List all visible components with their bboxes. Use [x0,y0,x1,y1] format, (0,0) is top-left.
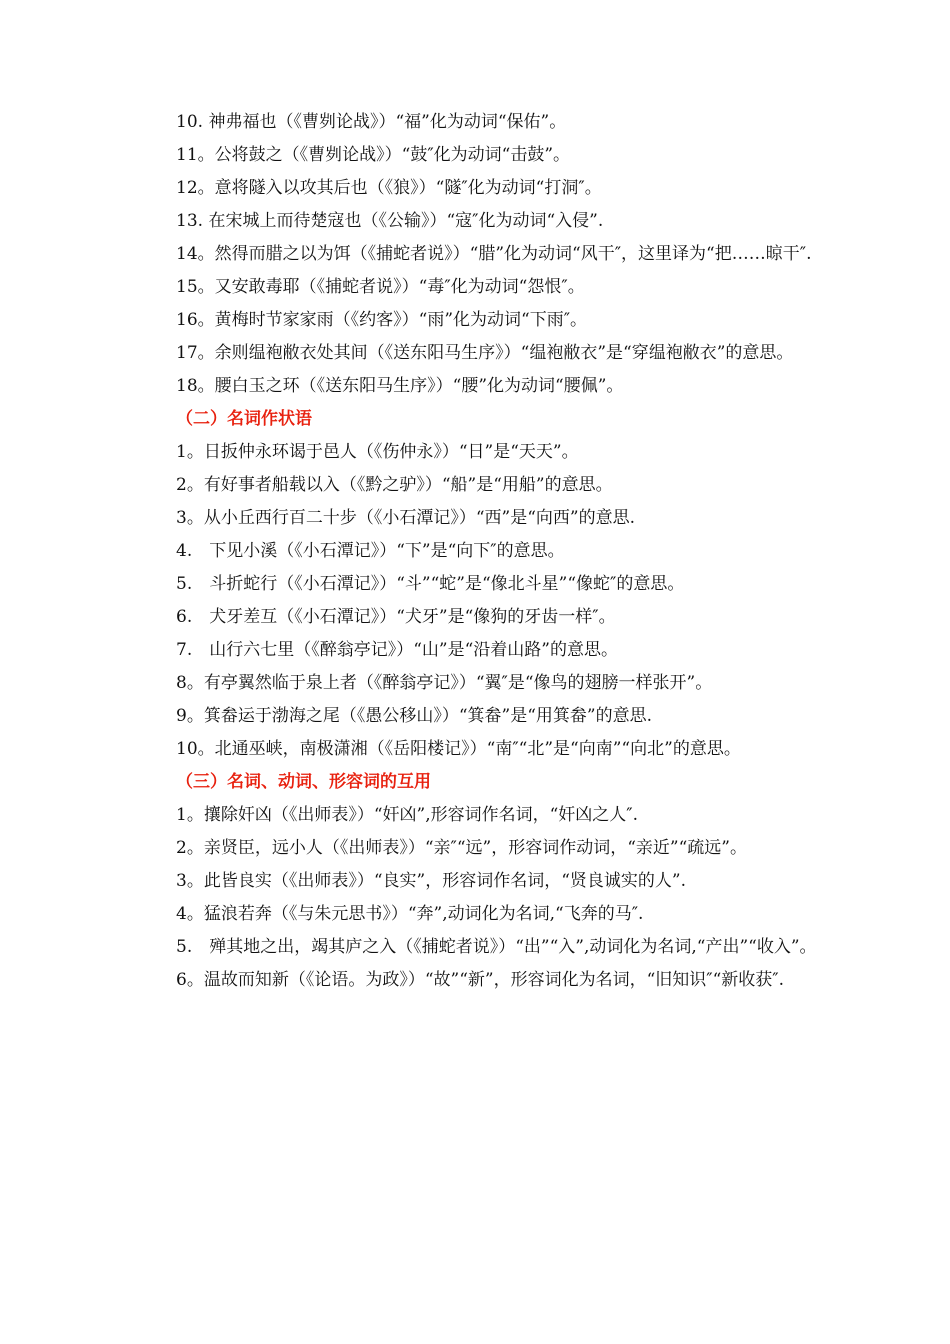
paragraph: 6. 犬牙差互（《小石潭记》）“犬牙”是“像狗的牙齿一样″。 [176,607,616,627]
paragraph: 8。有亭翼然临于泉上者（《醉翁亭记》）“翼″是“像鸟的翅膀一样张开”。 [176,673,713,693]
paragraph: 11。公将鼓之（《曹刿论战》）“鼓″化为动词“击鼓”。 [176,145,571,165]
paragraph: 3。从小丘西行百二十步（《小石潭记》）“西”是“向西”的意思. [176,508,635,528]
paragraph: 3。此皆良实（《出师表》）“良实”，形容词作名词，“贤良诚实的人”. [176,871,686,891]
document-page [140,108,820,999]
paragraph: 2。有好事者船载以入（《黔之驴》）“船”是“用船”的意思。 [176,475,613,495]
paragraph: 2。亲贤臣，远小人（《出师表》）“亲″“远”，形容词作动词，“亲近”“疏远”。 [176,838,748,858]
paragraph: 13. 在宋城上而待楚寇也（《公输》）“寇″化为动词“入侵”. [176,211,604,231]
paragraph: 14。然得而腊之以为饵（《捕蛇者说》）“腊”化为动词“风干″，这里译为“把……晾干″. [176,244,812,264]
paragraph: 4。猛浪若奔（《与朱元思书》）“奔”,动词化为名词,“飞奔的马″. [176,904,644,924]
paragraph: 1。攘除奸凶（《出师表》）“奸凶”,形容词作名词，“奸凶之人″. [176,805,639,825]
paragraph: 10。北通巫峡，南极潇湘（《岳阳楼记》）“南″“北”是“向南”“向北”的意思。 [176,739,741,759]
section-heading: （三）名词、动词、形容词的互用 [176,772,431,792]
paragraph: 6。温故而知新（《论语。为政》）“故”“新”，形容词化为名词，“旧知识″“新收获″. [176,970,785,990]
paragraph: 4. 下见小溪（《小石潭记》）“下”是“向下″的意思。 [176,541,565,561]
paragraph: 17。余则缊袍敝衣处其间（《送东阳马生序》）“缊袍敝衣”是“穿缊袍敝衣”的意思。 [176,343,794,363]
paragraph: 5. 殚其地之出，竭其庐之入（《捕蛇者说》）“出”“入”,动词化为名词,“产出”“收入”。 [176,937,817,957]
paragraph: 5. 斗折蛇行（《小石潭记》）“斗”“蛇”是“像北斗星”“像蛇″的意思。 [176,574,685,594]
paragraph: 10. 神弗福也（《曹刿论战》）“福”化为动词“保佑”。 [176,112,567,132]
paragraph: 12。意将隧入以攻其后也（《狼》）“隧″化为动词“打洞″。 [176,178,602,198]
paragraph: 9。箕畚运于渤海之尾（《愚公移山》）“箕畚”是“用箕畚”的意思. [176,706,652,726]
paragraph: 16。黄梅时节家家雨（《约客》）“雨”化为动词“下雨″。 [176,310,588,330]
paragraph: 18。腰白玉之环（《送东阳马生序》）“腰”化为动词“腰佩”。 [176,376,624,396]
paragraph: 15。又安敢毒耶（《捕蛇者说》）“毒″化为动词“怨恨″。 [176,277,585,297]
paragraph: 1。日扳仲永环谒于邑人（《伤仲永》）“日”是“天天”。 [176,442,579,462]
section-heading: （二）名词作状语 [176,409,312,429]
paragraph: 7. 山行六七里（《醉翁亭记》）“山”是“沿着山路”的意思。 [176,640,618,660]
